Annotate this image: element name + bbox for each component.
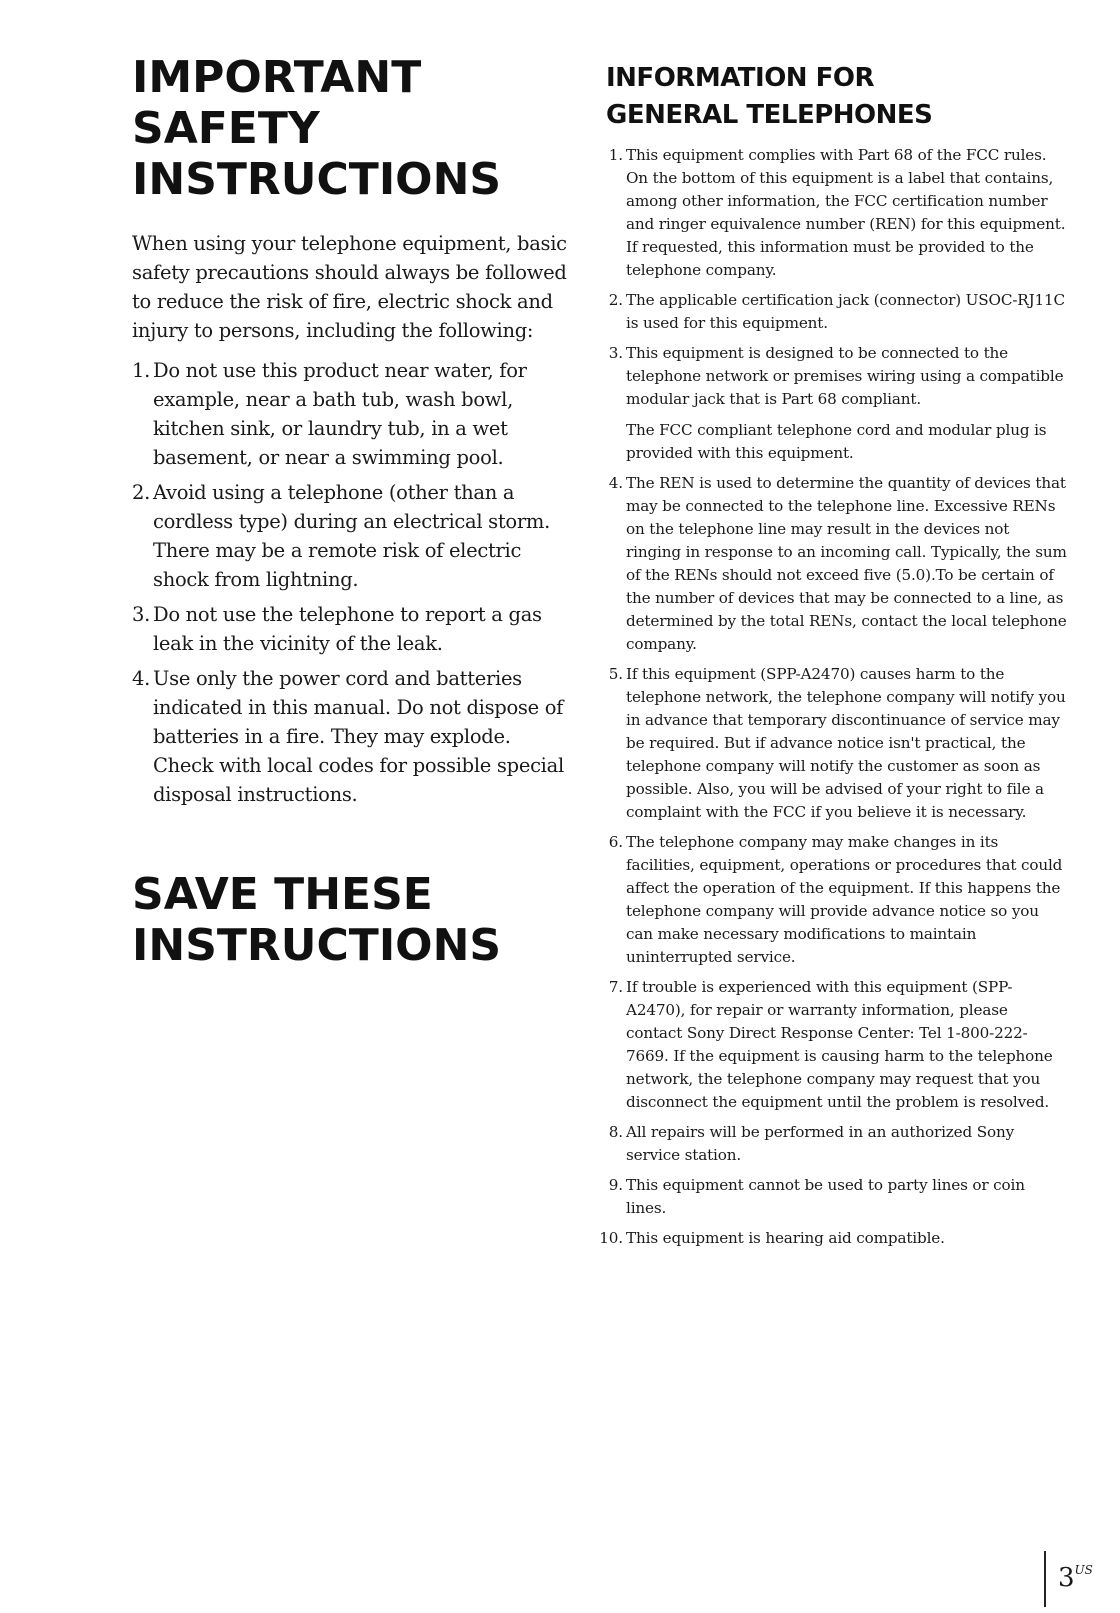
item-number: 9. <box>608 1176 623 1194</box>
item-text: If this equipment (SPP-A2470) causes harm to the telephone network, the telephone company will notify you in advance that temporary discontinuance of service may be required. But if advance notice isn't practical, the telephone company will notify the customer as soon as possible. Also, you will be advised of your right to file a complaint with the FCC if you believe it is necessary. <box>626 665 1066 821</box>
heading-line: SAFETY <box>132 103 320 154</box>
page-margin-rule <box>1044 1551 1046 1607</box>
heading-line: GENERAL TELEPHONES <box>606 100 933 130</box>
item-text: This equipment is designed to be connected to the telephone network or premises wiring using a compatible modular jack that is Part 68 compliant. <box>626 344 1064 408</box>
item-text: The telephone company may make changes in its facilities, equipment, operations or procedures that could affect the operation of the equipment. If this happens the telephone company will provide advance notice so you can make necessary modifications to maintain uninterrupted service. <box>626 833 1063 966</box>
heading-line: INSTRUCTIONS <box>132 154 502 205</box>
item-number: 2. <box>608 291 623 309</box>
item-number: 8. <box>608 1123 623 1141</box>
item-number: 10. <box>599 1229 623 1247</box>
item-text: Avoid using a telephone (other than a cordless type) during an electrical storm. There may be a remote risk of electric shock from lightning. <box>153 481 550 591</box>
list-item <box>606 663 1068 824</box>
list-item <box>132 600 572 658</box>
item-text: The applicable certification jack (connector) USOC-RJ11C is used for this equipment. <box>626 291 1066 332</box>
heading-line: INFORMATION FOR <box>606 63 875 93</box>
heading-line: IMPORTANT <box>132 52 422 103</box>
item-text: Use only the power cord and batteries indicated in this manual. Do not dispose of batteries in a fire. They may explode. Check with local codes for possible special disposal instructions. <box>153 667 564 806</box>
item-number: 5. <box>608 665 623 683</box>
save-instructions-heading <box>132 869 572 971</box>
item-text: All repairs will be performed in an authorized Sony service station. <box>626 1123 1015 1164</box>
item-text: If trouble is experienced with this equipment (SPP-A2470), for repair or warranty information, please contact Sony Direct Response Center: Tel 1-800-222-7669. If the equipment is causing harm to the telephone network, the telephone company may request that you disconnect the equipment until the problem is resolved. <box>626 978 1053 1111</box>
telephone-information-list <box>599 144 1068 1250</box>
list-item <box>606 144 1068 282</box>
telephone-information-heading <box>606 60 1068 134</box>
list-item <box>132 478 572 594</box>
item-text: The REN is used to determine the quantity of devices that may be connected to the telephone line. Excessive RENs on the telephone line may result in the devices not ringing in response to an incoming call. Typically, the sum of the RENs should not exceed five (5.0).To be certain of the number of devices that may be connected to a line, as determined by the total RENs, contact the local telephone company. <box>626 474 1067 653</box>
safety-instructions-column <box>132 52 572 971</box>
list-item <box>599 1227 1068 1250</box>
item-number: 1. <box>608 146 623 164</box>
safety-instructions-heading <box>132 52 572 205</box>
list-item <box>606 976 1068 1114</box>
list-item <box>606 1121 1068 1167</box>
item-number: 2. <box>132 481 151 504</box>
safety-instructions-list <box>132 356 572 809</box>
telephone-information-column <box>599 60 1068 1257</box>
list-item <box>132 356 572 472</box>
item-number: 3. <box>608 344 623 362</box>
list-item <box>132 664 572 809</box>
item-number: 3. <box>132 603 151 626</box>
item-text: This equipment is hearing aid compatible. <box>626 1229 945 1247</box>
list-item <box>606 289 1068 335</box>
list-item <box>606 342 1068 465</box>
list-item <box>606 1174 1068 1220</box>
heading-line: INSTRUCTIONS <box>132 920 502 971</box>
item-number: 4. <box>132 667 151 690</box>
page-number-suffix: US <box>1074 1563 1093 1577</box>
heading-line: SAVE THESE <box>132 869 433 920</box>
item-number: 4. <box>608 474 623 492</box>
item-number: 7. <box>608 978 623 996</box>
item-extra-paragraph: The FCC compliant telephone cord and modular plug is provided with this equipment. <box>626 421 1047 462</box>
item-text: This equipment complies with Part 68 of the FCC rules. On the bottom of this equipment is a label that contains, among other information, the FCC certification number and ringer equivalence number (REN) for this equipment. If requested, this information must be provided to the telephone company. <box>626 146 1066 279</box>
safety-intro-paragraph: When using your telephone equipment, basic safety precautions should always be followed to reduce the risk of fire, electric shock and injury to persons, including the following: <box>132 232 567 342</box>
list-item <box>606 831 1068 969</box>
item-text: This equipment cannot be used to party lines or coin lines. <box>626 1176 1025 1217</box>
item-number: 6. <box>608 833 623 851</box>
item-text: Do not use this product near water, for example, near a bath tub, wash bowl, kitchen sink, or laundry tub, in a wet basement, or near a swimming pool. <box>153 359 527 469</box>
item-text: Do not use the telephone to report a gas leak in the vicinity of the leak. <box>153 603 542 655</box>
item-number: 1. <box>132 359 151 382</box>
page-number <box>1058 1555 1093 1593</box>
list-item <box>606 472 1068 656</box>
page-number-value: 3 <box>1058 1563 1075 1593</box>
